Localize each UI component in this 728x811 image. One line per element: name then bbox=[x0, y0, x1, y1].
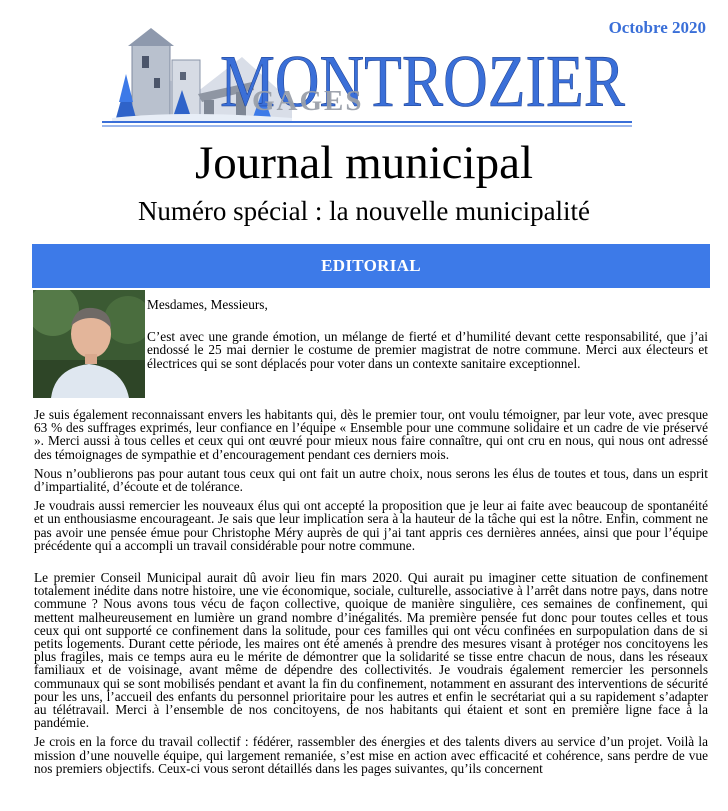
paragraph-1: Je suis également reconnaissant envers les habitants qui, dès le premier tour, ont voulu témoigner, par leur vote, avec presque 63 % des suffrages exprimés, leur confiance en l’équipe « Ensemble pour une commune solidaire et un cadre de vie préservé ». Merci aussi à tous celles et ceux qui ont œuvré pour mieux nous faire connaître, qui ont cru en nous, qui nous ont adressé des témoignages de sympathie et d’encouragement pendant ces derniers mois. bbox=[34, 407, 708, 462]
paragraph-5: Je crois en la force du travail collectif : fédérer, rassembler des énergies et des talents divers au service d’un projet. Voilà la mission d’une nouvelle équipe, qui largement remaniée, s’est mise en action avec efficacité et cohérence, sans perdre de vue nos premiers objectifs. Ceux-ci vous seront détaillés dans les pages suivantes, qu’ils concernent bbox=[34, 734, 708, 776]
section-banner: EDITORIAL bbox=[32, 244, 710, 288]
greeting: Mesdames, Messieurs, bbox=[147, 297, 268, 312]
editorial-intro bbox=[147, 298, 708, 370]
issue-date: Octobre 2020 bbox=[608, 18, 706, 37]
masthead-logo bbox=[102, 22, 632, 134]
logo-sub-text: GAGES bbox=[252, 85, 364, 117]
page-title: Journal municipal bbox=[194, 137, 534, 189]
logo-main-text: MONTROZIER bbox=[220, 41, 626, 123]
editorial-body bbox=[34, 408, 708, 775]
paragraph-3: Je voudrais aussi remercier les nouveaux élus qui ont accepté la proposition que je leur ai faite avec beaucoup de spontanéité et un enthousiasme encourageant. Je sais que leur implication sera à la hauteur de la tâche qui est la nôtre. Enfin, comment ne pas avoir une pensée émue pour Christophe Méry auprès de qui j’ai tant appris ces dernières années, ainsi que pour l’équipe précédente qui a accompli un travail considérable pour notre commune. bbox=[34, 498, 708, 553]
paragraph-4: Le premier Conseil Municipal aurait dû avoir lieu fin mars 2020. Qui aurait pu imaginer cette situation de confinement totalement inédite dans notre histoire, une vie économique, sociale, culturelle, associative à l’arrêt dans notre pays, dans notre commune ? Nous avons tous vécu de façon collective, quoique de manière singulière, ces semaines de confinement, qui mettent malheureusement en lumière un grand nombre d’inégalités. Ma première pensée fut donc pour toutes celles et tous ceux qui ont supporté ce confinement dans la solitude, pour ces familles qui ont vécu confinées en surpopulation dans de si petits logements. Durant cette période, les maires ont été amenés à prendre des mesures visant à protéger nos concitoyens les plus fragiles, mais ce temps aura eu le mérite de démontrer que la solidarité se tisse entre chacun de nous, dans les réseaux familiaux et de voisinage, avant même de dépendre des collectivités. Je voudrais également remercier les personnels communaux qui se sont mobilisés pendant et avant la fin du confinement, notamment en assurant des interventions de sécurité pour les uns, l’accueil des enfants du personnel prioritaire pour les autres et enfin le secrétariat qui a su rapidement s’adapter au télétravail. Merci à l’ensemble de nos concitoyens, de nos habitants qui étaient et sont en première ligne face à la pandémie. bbox=[34, 570, 708, 731]
page-subtitle: Numéro spécial : la nouvelle municipalité bbox=[137, 196, 591, 226]
mayor-photo bbox=[33, 290, 145, 398]
intro-paragraph: C’est avec une grande émotion, un mélange de fierté et d’humilité devant cette responsabilité, que j’ai endossé le 25 mai dernier le costume de premier magistrat de notre commune. Merci aux électeurs et électrices qui se sont déplacés pour voter dans un contexte sanitaire exceptionnel. bbox=[147, 329, 708, 371]
paragraph-2: Nous n’oublierons pas pour autant tous ceux qui ont fait un autre choix, nous serons les élus de toutes et tous, dans un esprit d’impartialité, d’écoute et de tolérance. bbox=[34, 465, 708, 495]
